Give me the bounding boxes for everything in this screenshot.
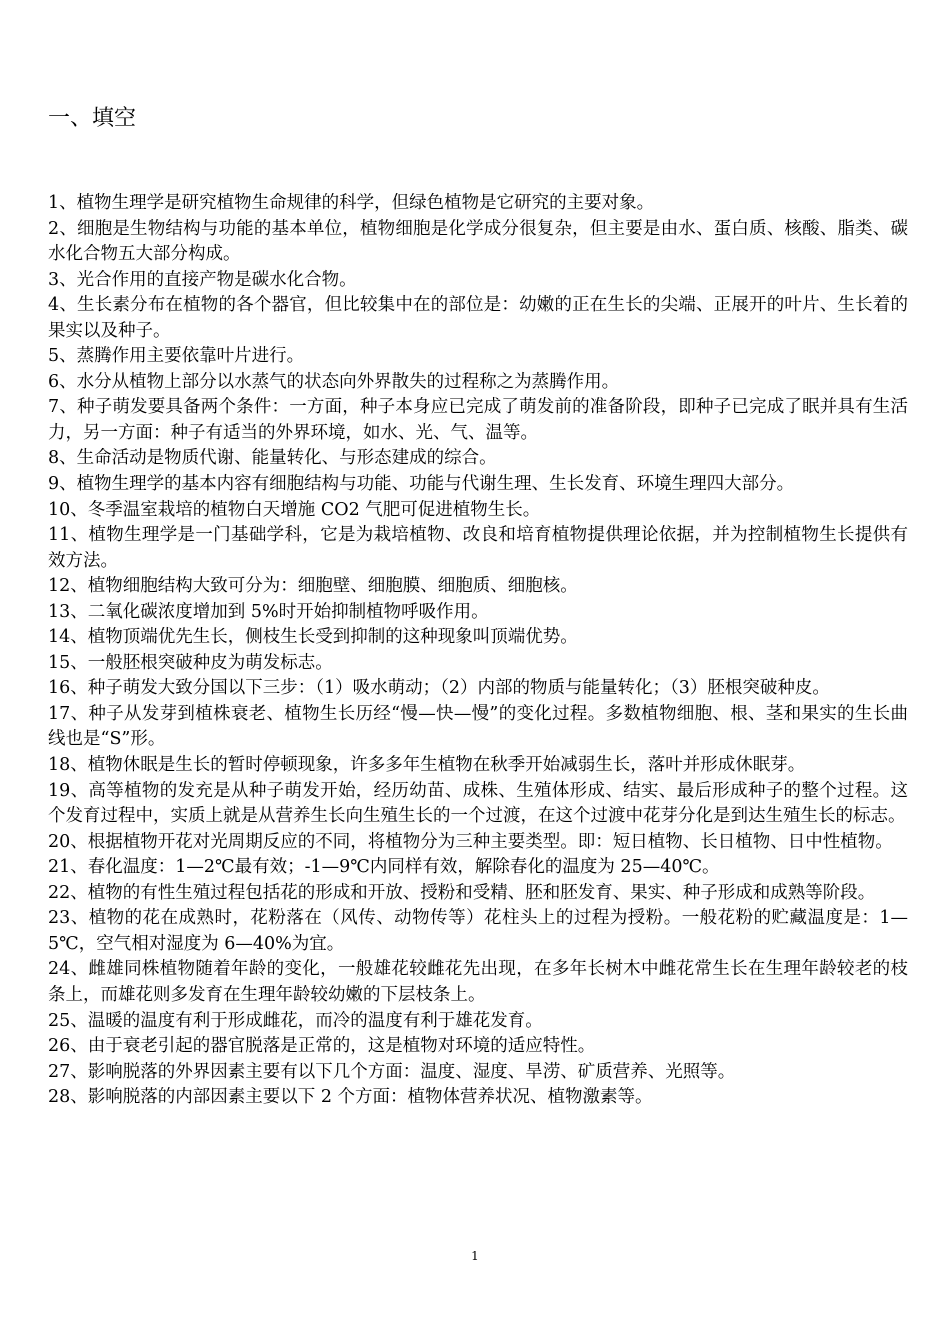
list-item: 14、植物顶端优先生长，侧枝生长受到抑制的这种现象叫顶端优势。 <box>48 627 578 648</box>
list-item: 17、种子从发芽到植株衰老、植物生长历经“慢—快—慢”的变化过程。多数植物细胞、根、茎和果实的生长曲线也是“S”形。 <box>48 703 908 750</box>
list-item: 22、植物的有性生殖过程包括花的形成和开放、授粉和受精、胚和胚发育、果实、种子形成和成熟等阶段。 <box>48 882 876 903</box>
fill-in-blank-list <box>48 191 908 1111</box>
list-item: 10、冬季温室栽培的植物白天增施 CO2 气肥可促进植物生长。 <box>48 499 541 520</box>
list-item: 28、影响脱落的内部因素主要以下 2 个方面：植物体营养状况、植物激素等。 <box>48 1087 653 1108</box>
page-number: 1 <box>471 1249 479 1263</box>
list-item: 12、植物细胞结构大致可分为：细胞壁、细胞膜、细胞质、细胞核。 <box>48 576 578 597</box>
list-item: 4、生长素分布在植物的各个器官，但比较集中在的部位是：幼嫩的正在生长的尖端、正展开的叶片、生长着的果实以及种子。 <box>48 295 908 341</box>
list-item: 6、水分从植物上部分以水蒸气的状态向外界散失的过程称之为蒸腾作用。 <box>48 371 620 392</box>
list-item: 25、温暖的温度有利于形成雌花，而冷的温度有利于雄花发育。 <box>48 1010 543 1031</box>
list-item: 9、植物生理学的基本内容有细胞结构与功能、功能与代谢生理、生长发育、环境生理四大部分。 <box>48 474 795 495</box>
list-item: 13、二氧化碳浓度增加到 5%时开始抑制植物呼吸作用。 <box>48 601 489 622</box>
list-item: 7、种子萌发要具备两个条件：一方面，种子本身应已完成了萌发前的准备阶段，即种子已完成了眠并具有生活力，另一方面：种子有适当的外界环境，如水、光、气、温等。 <box>48 397 908 443</box>
list-item: 1、植物生理学是研究植物生命规律的科学，但绿色植物是它研究的主要对象。 <box>48 193 655 213</box>
list-item: 2、细胞是生物结构与功能的基本单位，植物细胞是化学成分很复杂，但主要是由水、蛋白质、核酸、脂类、碳水化合物五大部分构成。 <box>48 218 908 265</box>
list-item: 3、光合作用的直接产物是碳水化合物。 <box>48 269 357 290</box>
list-item: 27、影响脱落的外界因素主要有以下几个方面：温度、湿度、旱涝、矿质营养、光照等。 <box>48 1061 736 1082</box>
list-item: 18、植物休眠是生长的暂时停顿现象，许多多年生植物在秋季开始减弱生长，落叶并形成休眠芽。 <box>48 755 806 776</box>
list-item: 16、种子萌发大致分国以下三步：（1）吸水萌动；（2）内部的物质与能量转化；（3）胚根突破种皮。 <box>48 678 830 699</box>
list-item: 8、生命活动是物质代谢、能量转化、与形态建成的综合。 <box>48 448 497 469</box>
list-item: 24、雌雄同株植物随着年龄的变化，一般雄花较雌花先出现，在多年长树木中雌花常生长在生理年龄较老的枝条上，而雄花则多发育在生理年龄较幼嫩的下层枝条上。 <box>48 959 908 1005</box>
list-item: 26、由于衰老引起的器官脱落是正常的，这是植物对环境的适应特性。 <box>48 1036 596 1057</box>
list-item: 20、根据植物开花对光周期反应的不同，将植物分为三种主要类型。即：短日植物、长日植物、日中性植物。 <box>48 831 893 852</box>
list-item: 5、蒸腾作用主要依靠叶片进行。 <box>48 346 305 367</box>
list-item: 21、春化温度：1—2℃最有效；-1—9℃内同样有效，解除春化的温度为 25—40℃。 <box>48 857 720 878</box>
list-item: 15、一般胚根突破种皮为萌发标志。 <box>48 652 333 673</box>
list-item: 11、植物生理学是一门基础学科，它是为栽培植物、改良和培育植物提供理论依据，并为控制植物生长提供有效方法。 <box>48 525 908 571</box>
list-item: 19、高等植物的发充是从种子萌发开始，经历幼苗、成株、生殖体形成、结实、最后形成种子的整个过程。这个发育过程中，实质上就是从营养生长向生殖生长的一个过渡，在这个过渡中花芽分化是到达生殖生长的标志。 <box>48 780 908 827</box>
section-title: 一、填空 <box>48 106 137 131</box>
list-item: 23、植物的花在成熟时，花粉落在（风传、动物传等）花柱头上的过程为授粉。一般花粉的贮藏温度是：1—5℃，空气相对湿度为 6—40%为宜。 <box>48 908 908 954</box>
